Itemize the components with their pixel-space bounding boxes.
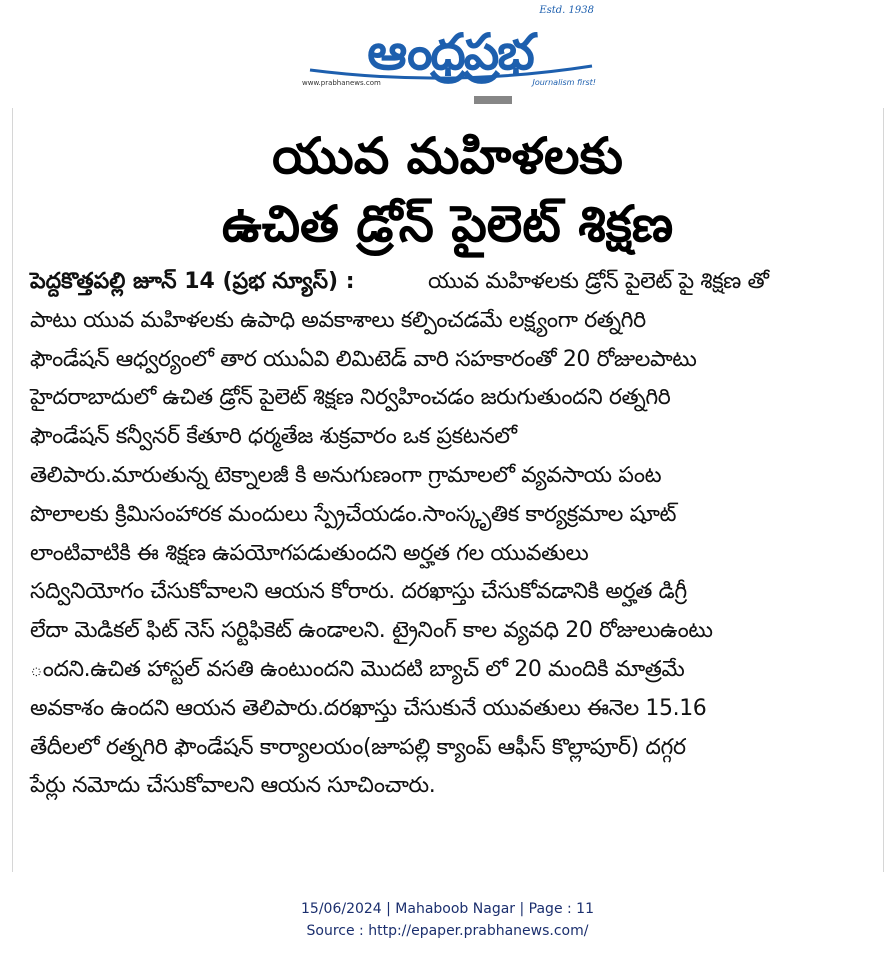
footer-date-edition-page: 15/06/2024 | Mahaboob Nagar | Page : 11	[301, 901, 594, 917]
footer-source: Source : http://epaper.prabhanews.com/	[306, 923, 589, 939]
article-line: ందని.ఉచిత హాస్టల్ వసతి ఉంటుందని మొదటి బ్యాచ్ లో 20 మందికి మాత్రమే	[30, 657, 685, 682]
masthead	[0, 0, 895, 100]
dateline: పెద్దకొత్తపల్లి జూన్ 14 (ప్రభ న్యూస్) :	[30, 269, 355, 294]
article-line: ఫౌండేషన్ ఆధ్వర్యంలో తార యుఏవి లిమిటెడ్ వారి సహకారంతో 20 రోజులపాటు	[30, 346, 697, 372]
established-year: Estd. 1938	[539, 5, 594, 16]
headline-text: యువ మహిళలకు	[272, 127, 623, 185]
article-line: సద్వినియోగం చేసుకోవాలని ఆయన కోరారు. దరఖాస్తు చేసుకోవడానికి అర్హత డిగ్రీ	[30, 579, 687, 605]
logo-text	[308, 22, 592, 82]
article-line: హైదరాబాదులో ఉచిత డ్రోన్ పైలెట్ శిక్షణ నిర్వహించడం జరుగుతుందని రత్నగిరి	[30, 385, 671, 411]
headline-line-2	[30, 192, 865, 256]
website-url: www.prabhanews.com	[302, 79, 381, 87]
article-line: తేదీలలో రత్నగిరి ఫౌండేషన్ కార్యాలయం(జూపల్లి క్యాంప్ ఆఫీస్ కొల్లాపూర్) దగ్గర	[30, 734, 686, 760]
article-line: అవకాశం ఉందని ఆయన తెలిపారు.దరఖాస్తు చేసుకునే యువతులు ఈనెల 15.16	[30, 695, 707, 721]
tagline: Journalism first!	[532, 78, 596, 87]
article-line: లాంటివాటికి ఈ శిక్షణ ఉపయోగపడుతుందని అర్హత గల యువతులు	[30, 540, 589, 566]
article-line: పాటు యువ మహిళలకు ఉపాధి అవకాశాలు కల్పించడమే లక్ష్యంగా రత్నగిరి	[30, 307, 646, 333]
article-line: పొలాలకు క్రిమిసంహారక మందులు స్ప్రేచేయడం.సాంస్కృతిక కార్యక్రమాల షూట్	[30, 501, 677, 527]
clipped-text-fragment	[474, 96, 512, 104]
article-line: యువ మహిళలకు డ్రోన్ పైలెట్ పై శిక్షణ తో	[428, 269, 769, 294]
headline-text: ఉచిత డ్రోన్ పైలెట్ శిక్షణ	[221, 195, 674, 253]
article-line: తెలిపారు.మారుతున్న టెక్నాలజీ కి అనుగుణంగా గ్రామాలలో వ్యవసాయ పంట	[30, 463, 662, 488]
footer	[0, 898, 895, 942]
headline-line-1	[30, 124, 865, 188]
article-line: ఫౌండేషన్ కన్వీనర్ కేతూరి ధర్మతేజ శుక్రవారం ఒక ప్రకటనలో	[30, 424, 517, 450]
article-line: లేదా మెడికల్ ఫిట్ నెస్ సర్టిఫికెట్ ఉండాలని. ట్రైనింగ్ కాల వ్యవధి 20 రోజులుఉంటు	[30, 618, 713, 644]
logo-text-inner: ఆంధ్రప్రభ	[367, 23, 533, 81]
article-line: పేర్లు నమోదు చేసుకోవాలని ఆయన సూచించారు.	[30, 773, 436, 799]
newspaper-logo	[300, 5, 600, 88]
